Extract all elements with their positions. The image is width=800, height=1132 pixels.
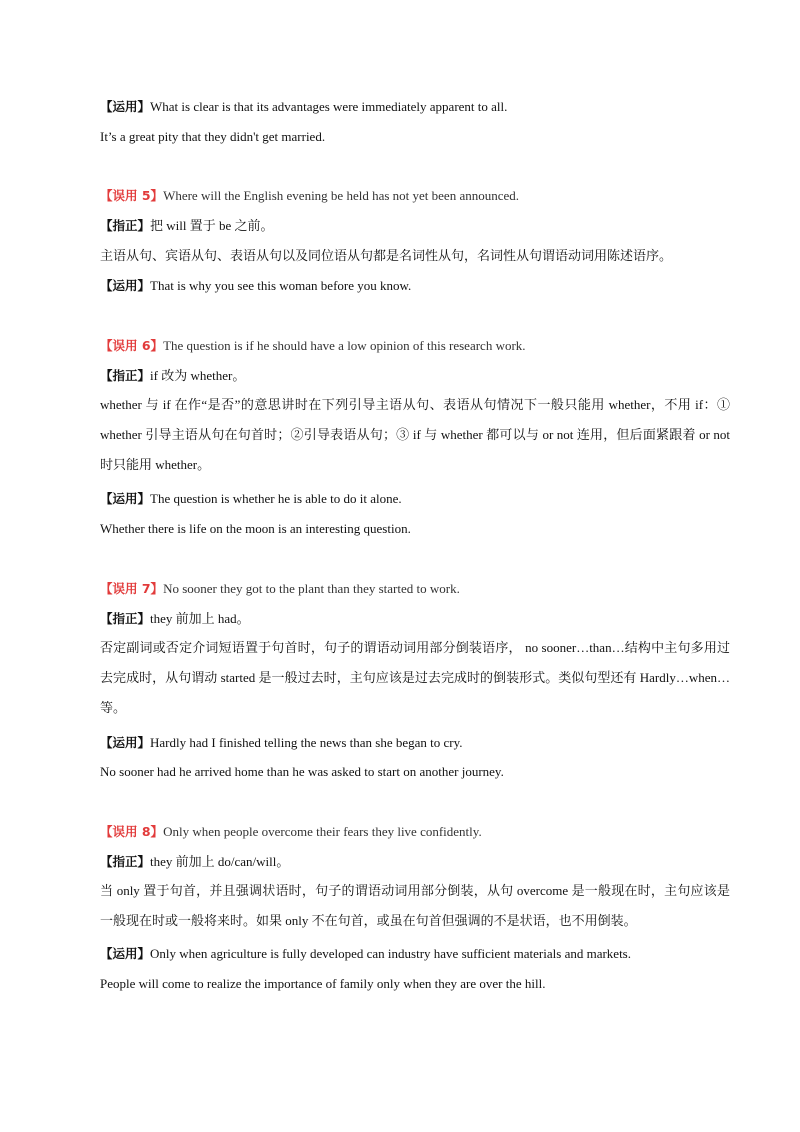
usage-sentence: It’s a great pity that they didn't get married. [100, 129, 326, 144]
correction-label: 【指正】 [100, 368, 151, 383]
usage-line [100, 490, 402, 508]
usage-sentence: The question is whether he is able to do it alone. [150, 491, 402, 506]
usage-sentence: What is clear is that its advantages were immediately apparent to all. [150, 99, 508, 114]
error-sentence: No sooner they got to the plant than they started to work. [163, 581, 460, 596]
error-label: 【误用 7】 [100, 581, 164, 596]
explanation-text: 主语从句、宾语从句、表语从句以及同位语从句都是名词性从句，名词性从句谓语动词用陈述语序。 [100, 248, 673, 263]
correction-label: 【指正】 [100, 854, 151, 869]
correction-text: they 前加上 had。 [150, 611, 250, 626]
error-label: 【误用 5】 [100, 188, 164, 203]
correction-text: 把 will 置于 be 之前。 [150, 218, 274, 233]
error-label: 【误用 8】 [100, 824, 164, 839]
usage-label: 【运用】 [100, 278, 151, 293]
error-sentence: Only when people overcome their fears they live confidently. [163, 824, 482, 839]
explanation-text: 否定副词或否定介词短语置于句首时，句子的谓语动词用部分倒装语序， no sooner…than…结构中主句多用过去完成时，从句谓动 started 是一般过去时，主句应该是过去完成时的倒装形式。类似句型还有 Hardly…when…等。 [100, 640, 730, 715]
error-sentence: The question is if he should have a low opinion of this research work. [163, 338, 526, 353]
correction-line [100, 367, 245, 385]
usage-sentence: Hardly had I finished telling the news than she began to cry. [150, 735, 463, 750]
usage-sentence: No sooner had he arrived home than he was asked to start on another journey. [100, 764, 504, 779]
correction-line [100, 853, 289, 871]
correction-text: if 改为 whether。 [150, 368, 246, 383]
usage-sentence: That is why you see this woman before you know. [150, 278, 412, 293]
error-sentence: Where will the English evening be held has not yet been announced. [163, 188, 520, 203]
usage-line [100, 277, 411, 295]
correction-label: 【指正】 [100, 218, 151, 233]
usage-label: 【运用】 [100, 491, 151, 506]
error-line [100, 187, 519, 205]
error-line [100, 337, 526, 355]
usage-label: 【运用】 [100, 946, 151, 961]
usage-sentence: Whether there is life on the moon is an interesting question. [100, 521, 411, 536]
correction-text: they 前加上 do/can/will。 [150, 854, 290, 869]
usage-label: 【运用】 [100, 99, 151, 114]
usage-label: 【运用】 [100, 735, 151, 750]
error-line [100, 580, 460, 598]
error-line [100, 823, 482, 841]
correction-line [100, 610, 250, 628]
usage-line [100, 98, 507, 116]
correction-line [100, 217, 274, 235]
usage-line [100, 734, 463, 752]
explanation-text: whether 与 if 在作“是否”的意思讲时在下列引导主语从句、表语从句情况下一般只能用 whether，不用 if：① whether 引导主语从句在句首时；②引导表语从句；③ if 与 whether 都可以与 or not 连用，但后面紧跟着 or not 时只能用 whether。 [100, 397, 730, 472]
error-label: 【误用 6】 [100, 338, 164, 353]
explanation-text: 当 only 置于句首，并且强调状语时，句子的谓语动词用部分倒装，从句 overcome 是一般现在时，主句应该是一般现在时或一般将来时。如果 only 不在句首，或虽在句首但强调的不是状语，也不用倒装。 [100, 883, 730, 928]
usage-sentence: People will come to realize the importance of family only when they are over the hill. [100, 976, 546, 991]
correction-label: 【指正】 [100, 611, 151, 626]
usage-sentence: Only when agriculture is fully developed can industry have sufficient materials and markets. [150, 946, 631, 961]
usage-line [100, 945, 631, 963]
